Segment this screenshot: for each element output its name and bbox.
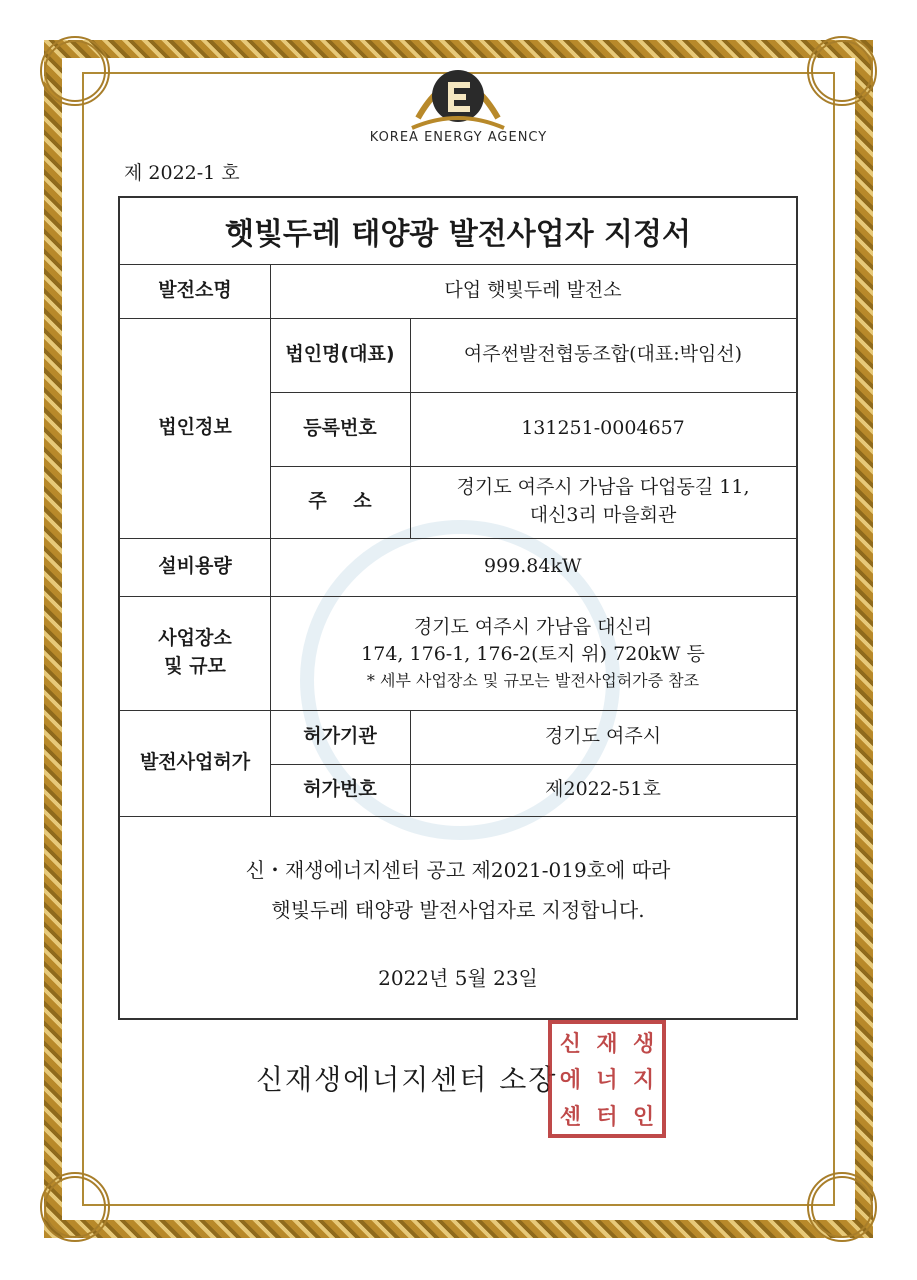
capacity-label: 설비용량 — [158, 555, 232, 578]
plant-name-label: 발전소명 — [158, 279, 232, 302]
seal-glyph: 에 — [559, 1068, 581, 1094]
corporate-name-value: 여주썬발전협동조합(대표:박임선) — [463, 343, 743, 366]
registration-number-label: 등록번호 — [303, 417, 377, 440]
permit-authority-value: 경기도 여주시 — [544, 725, 662, 748]
seal-glyph: 인 — [633, 1105, 655, 1131]
issuer-title: 신재생에너지센터 소장 — [256, 1063, 558, 1096]
seal-glyph: 신 — [559, 1031, 581, 1057]
statement-line-2: 햇빛두레 태양광 발전사업자로 지정합니다. — [271, 898, 645, 922]
row-divider — [120, 816, 796, 817]
korea-energy-agency-logo-icon — [408, 48, 508, 136]
address-line-1: 경기도 여주시 가남읍 다업동길 11, — [456, 476, 750, 499]
site-label-line-2: 및 규모 — [164, 655, 226, 677]
permit-number-label: 허가번호 — [303, 778, 377, 801]
address-label: 주 소 — [308, 490, 372, 513]
certificate-serial-number: 제 2022-1 호 — [124, 162, 240, 184]
issue-date: 2022년 5월 23일 — [378, 966, 538, 990]
corner-ornament-bottom-left — [40, 1172, 110, 1242]
certificate-title: 햇빛두레 태양광 발전사업자 지정서 — [120, 198, 796, 265]
site-line-1: 경기도 여주시 가남읍 대신리 — [413, 615, 653, 638]
permit-number-value: 제2022-51호 — [545, 778, 661, 801]
corporate-info-label: 법인정보 — [158, 416, 232, 439]
corner-ornament-top-left — [40, 36, 110, 106]
site-value — [270, 596, 796, 710]
corner-ornament-bottom-right — [807, 1172, 877, 1242]
site-line-2: 174, 176-1, 176-2(토지 위) 720kW 등 — [361, 643, 705, 666]
permit-authority-label: 허가기관 — [303, 725, 377, 748]
statement-line-1: 신・재생에너지센터 공고 제2021-019호에 따라 — [245, 858, 671, 882]
address-line-2: 대신3리 마을회관 — [529, 504, 677, 526]
site-label — [120, 596, 270, 710]
official-red-seal — [548, 1020, 666, 1138]
site-note: * 세부 사업장소 및 규모는 발전사업허가증 참조 — [366, 670, 700, 690]
site-label-line-1: 사업장소 — [158, 627, 232, 650]
seal-glyph: 지 — [633, 1068, 655, 1094]
corporate-name-label: 법인명(대표) — [285, 343, 395, 366]
address-value — [410, 466, 796, 538]
permit-label: 발전사업허가 — [139, 751, 251, 774]
agency-name: KOREA ENERGY AGENCY — [369, 130, 548, 145]
seal-glyph: 재 — [596, 1031, 618, 1057]
registration-number-value: 131251-0004657 — [521, 417, 685, 440]
seal-glyph: 센 — [559, 1105, 581, 1131]
seal-glyph: 터 — [596, 1105, 618, 1131]
seal-glyph: 생 — [633, 1031, 655, 1057]
plant-name-value: 다업 햇빛두레 발전소 — [444, 279, 622, 302]
designation-statement — [118, 850, 798, 930]
capacity-value: 999.84kW — [484, 555, 582, 578]
seal-glyph: 너 — [596, 1068, 618, 1094]
corner-ornament-top-right — [807, 36, 877, 106]
